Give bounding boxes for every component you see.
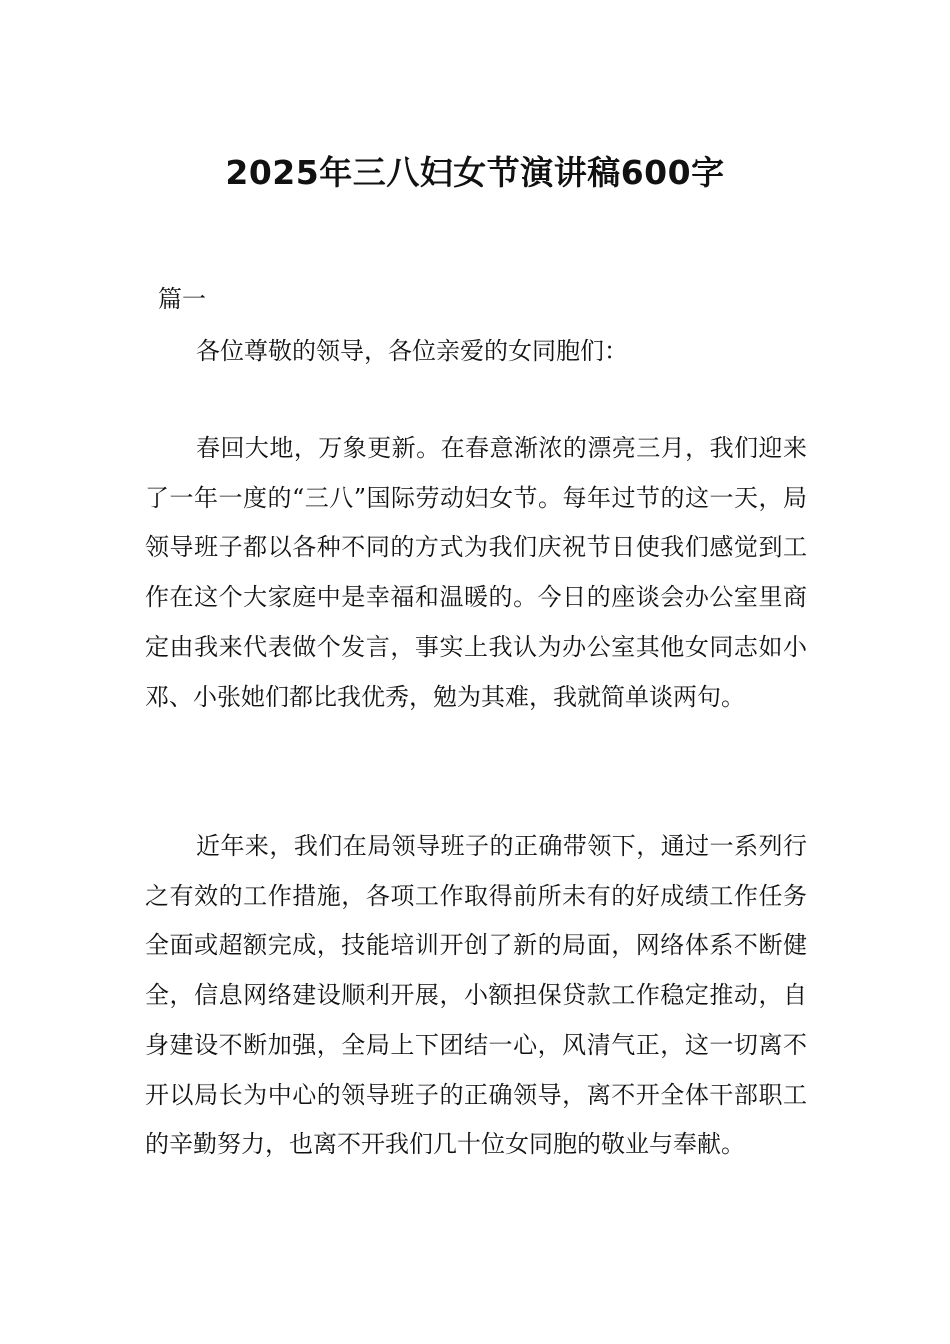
paragraph-1: 春回大地，万象更新。在春意渐浓的漂亮三月，我们迎来了一年一度的“三八”国际劳动妇女节。每年过节的这一天，局领导班子都以各种不同的方式为我们庆祝节日使我们感觉到工作在这个大家庭中是幸福和温暖的。今日的座谈会办公室里商定由我来代表做个发言，事实上我认为办公室其他女同志如小邓、小张她们都比我优秀，勉为其难，我就简单谈两句。: [145, 434, 807, 711]
section-label: 篇一: [158, 285, 206, 313]
document-title: 2025年三八妇女节演讲稿600字: [225, 153, 725, 193]
salutation: 各位尊敬的领导，各位亲爱的女同胞们：: [196, 337, 628, 365]
paragraph-2: 近年来，我们在局领导班子的正确带领下，通过一系列行之有效的工作措施，各项工作取得前所未有的好成绩工作任务全面或超额完成，技能培训开创了新的局面，网络体系不断健全，信息网络建设顺利开展，小额担保贷款工作稳定推动，自身建设不断加强，全局上下团结一心，风清气正，这一切离不开以局长为中心的领导班子的正确领导，离不开全体干部职工的辛勤努力，也离不开我们几十位女同胞的敬业与奉献。: [145, 832, 807, 1159]
